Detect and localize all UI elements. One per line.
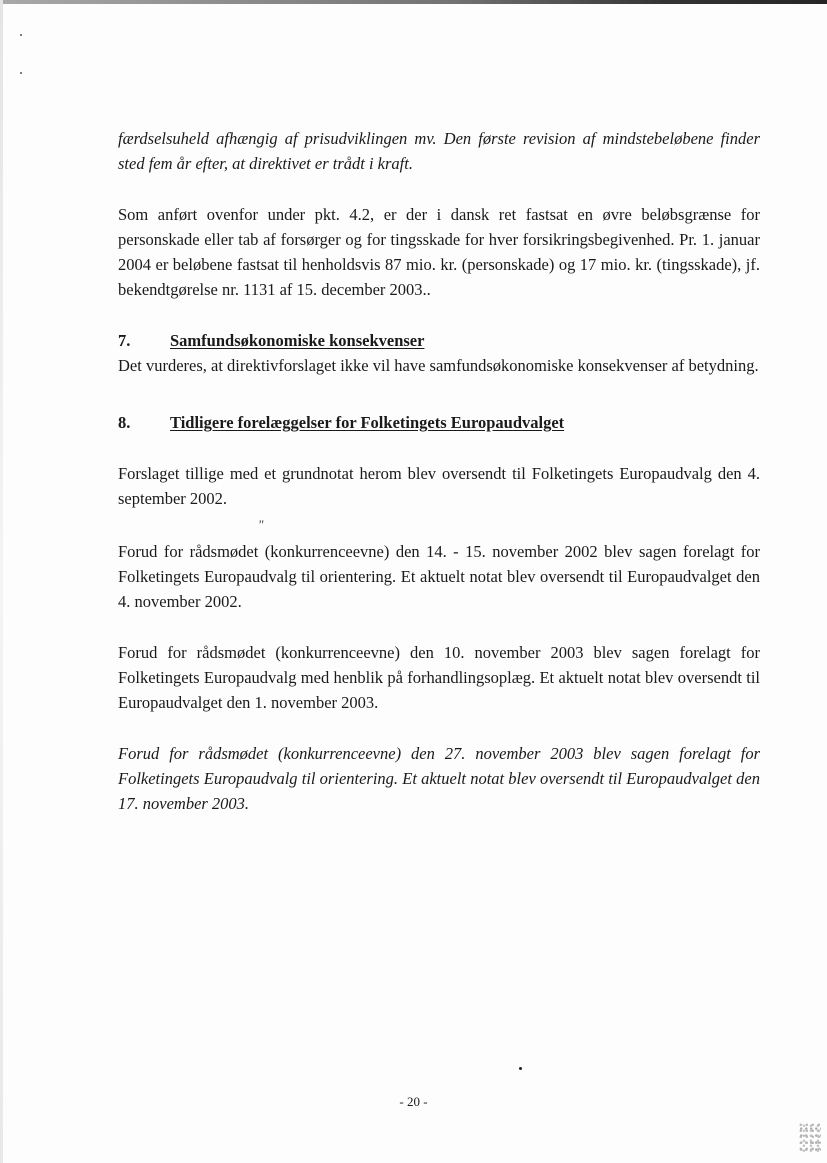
section-8-paragraph-4: Forud for rådsmødet (konkurrenceevne) den 27. november 2003 blev sagen forelagt for Folketingets Europaudvalg til orientering. Et aktuelt notat blev oversendt til Europaudvalget den 17. november 2003. xyxy=(118,744,760,813)
section-7-title: Samfundsøkonomiske konsekvenser xyxy=(170,331,425,350)
scan-mark: " xyxy=(258,517,264,532)
document-body xyxy=(118,126,760,816)
section-8-number: 8. xyxy=(118,413,131,432)
section-8-paragraph-1: Forslaget tillige med et grundnotat herom blev oversendt til Folketingets Europaudvalg den 4. september 2002. xyxy=(118,464,760,508)
scan-speck xyxy=(20,72,22,74)
limits-paragraph: Som anført ovenfor under pkt. 4.2, er der i dansk ret fastsat en øvre beløbsgrænse for personskade eller tab af forsørger og for tingsskade for hver forsikringsbegivenhed. Pr. 1. januar 2004 er beløbene fastsat til henholdsvis 87 mio. kr. (personskade) og 17 mio. kr. (tingsskade), jf. bekendtgørelse nr. 1131 af 15. december 2003.. xyxy=(118,205,760,299)
page-number: - 20 - xyxy=(399,1094,428,1109)
section-8-title: Tidligere forelæggelser for Folketingets Europaudvalget xyxy=(170,413,565,432)
section-7-heading xyxy=(118,328,760,353)
section-8-paragraph-2: Forud for rådsmødet (konkurrenceevne) den 14. - 15. november 2002 blev sagen forelagt for Folketingets Europaudvalg til orientering. Et aktuelt notat blev oversendt til Europaudvalget den 4. november 2002. xyxy=(118,542,760,611)
section-8-paragraph-3: Forud for rådsmødet (konkurrenceevne) den 10. november 2003 blev sagen forelagt for Folketingets Europaudvalg med henblik på forhandlingsoplæg. Et aktuelt notat blev oversendt til Europaudvalget den 1. november 2003. xyxy=(118,643,760,712)
section-8-heading xyxy=(118,410,760,435)
scan-corner-noise xyxy=(799,1123,821,1153)
intro-paragraph: færdselsuheld afhængig af prisudviklingen mv. Den første revision af mindstebeløbene finder sted fem år efter, at direktivet er trådt i kraft. xyxy=(118,129,760,173)
section-7-number: 7. xyxy=(118,331,131,350)
scan-left-edge xyxy=(0,0,3,1163)
scan-speck xyxy=(519,1067,522,1070)
section-7-text: Det vurderes, at direktivforslaget ikke vil have samfundsøkonomiske konsekvenser af betydning. xyxy=(118,356,759,375)
scan-top-border xyxy=(0,0,827,4)
scan-speck xyxy=(20,34,22,36)
